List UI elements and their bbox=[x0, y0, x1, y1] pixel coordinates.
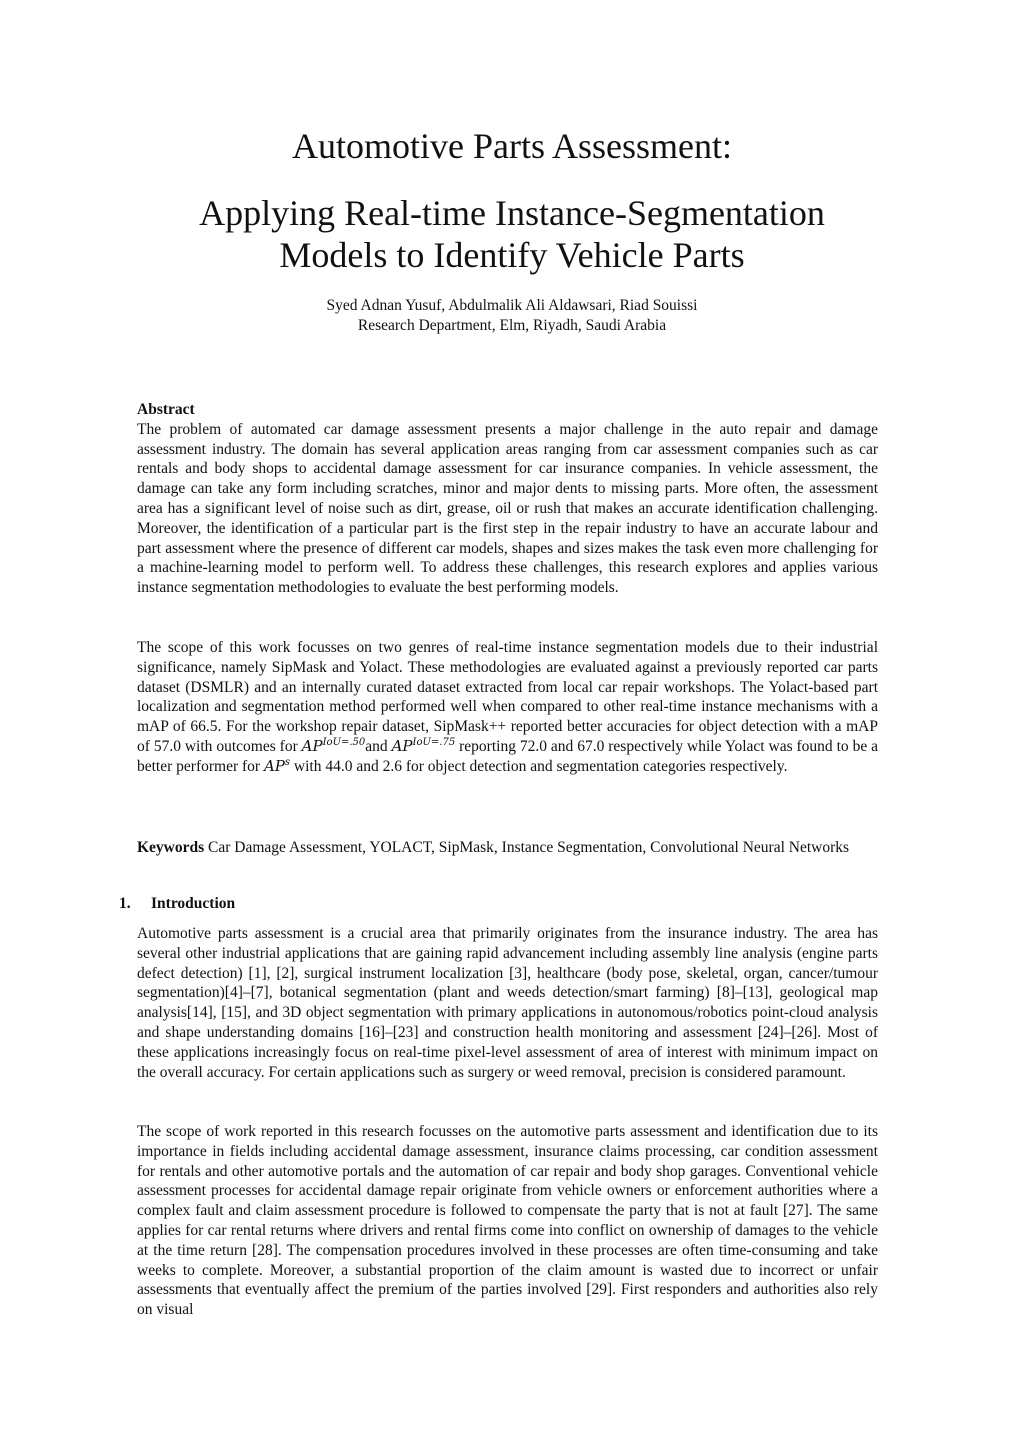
abstract-heading: Abstract bbox=[137, 401, 195, 418]
ap-iou-75: $AP^{IoU=.75}$ bbox=[391, 736, 456, 755]
section-1-title: Introduction bbox=[151, 895, 236, 912]
abstract-text-b: and bbox=[365, 737, 388, 755]
intro-paragraph-1: Automotive parts assessment is a crucial area that primarily originates from the insurance industry. The area has several other industrial applications that are gaining rapid advancement including assembly line analysis (engine parts defect detection) [1], [2], surgical instrument localization [3], healthcare (body pose, skeletal, organ, cancer/tumour segmentation)[4]–[7], botanical segmentation (plant and weeds detection/smart farming) [8]–[13], geological map analysis[14], [15], and 3D object segmentation with primary applications in autonomous/robotics point-cloud analysis and shape understanding domains [16]–[23] and construction health monitoring and assessment [24]–[26]. Most of these applications increasingly focus on real-time pixel-level assessment of area of interest with minimum impact on the overall accuracy. For certain applications such as surgery or weed removal, precision is considered paramount. bbox=[137, 925, 878, 1081]
abstract-text-d: with 44.0 and 2.6 for object detection and segmentation categories respectively. bbox=[293, 757, 788, 775]
author-names: Syed Adnan Yusuf, Abdulmalik Ali Aldawsari, Riad Souissi bbox=[326, 297, 698, 314]
author-affiliation: Research Department, Elm, Riyadh, Saudi Arabia bbox=[357, 317, 667, 334]
paper-title bbox=[0, 192, 1024, 276]
abstract-section bbox=[137, 400, 878, 598]
intro-paragraph-2: The scope of work reported in this research focusses on the automotive parts assessment and identification due to its importance in fields including accidental damage assessment, insurance claims processing, car condition assessment for rentals and other automotive portals and the automation of car repair and body shop garages. Conventional vehicle assessment processes for accidental damage repair originate from vehicle owners or enforcement authorities where a complex fault and claim assessment procedure is followed to compensate the party that is not at fault [27]. The same applies for car rental returns where drivers and rental firms come into conflict on ownership of damages to the vehicle at the time return [28]. The compensation procedures involved in these processes are often time-consuming and take weeks to complete. Moreover, a substantial proportion of the claim amount is wasted due to incorrect or unfair assessments that eventually affect the premium of the parties involved [29]. First responders and authorities also rely on visual bbox=[137, 1123, 878, 1319]
paper-title-line-1: Automotive Parts Assessment: bbox=[292, 126, 732, 166]
keywords-label: Keywords bbox=[137, 839, 205, 856]
abstract-paragraph-2 bbox=[137, 638, 878, 777]
abstract-text-a: The scope of this work focusses on two genres of real-time instance segmentation models due to their industrial significance, namely SipMask and Yolact. These methodologies are evaluated against a previously reported car parts dataset (DSMLR) and an internally curated dataset extracted from local car repair workshops. The Yolact-based part localization and segmentation method performed well when compared to other real-time instance mechanisms with a mAP of 66.5. For the workshop repair dataset, SipMask++ reported better accuracies for object detection with a mAP of 57.0 with outcomes for bbox=[137, 639, 878, 755]
author-block bbox=[0, 296, 1024, 336]
abstract-text-c: reporting 72.0 and 67.0 respectively while Yolact was found to be a better performer for bbox=[137, 737, 878, 775]
section-1-number: 1. bbox=[119, 895, 131, 912]
ap-small: $AP^s$ bbox=[263, 756, 291, 775]
paper-title-line-2: Applying Real-time Instance-Segmentation bbox=[199, 193, 825, 233]
keywords-text: Car Damage Assessment, YOLACT, SipMask, Instance Segmentation, Convolutional Neural Networks bbox=[208, 839, 850, 856]
abstract-paragraph-1: The problem of automated car damage assessment presents a major challenge in the auto repair and damage assessment industry. The domain has several application areas ranging from car assessment companies such as car rentals and body shops to accidental damage assessment for car insurance companies. In vehicle assessment, the damage can take any form including scratches, minor and major dents to missing parts. More often, the assessment area has a significant level of noise such as dirt, grease, oil or rush that makes an accurate identification challenging. Moreover, the identification of a particular part is the first step in the repair industry to have an accurate labour and part assessment where the presence of different car models, shapes and sizes makes the task even more challenging for a machine-learning model to perform well. To address these challenges, this research explores and applies various instance segmentation methodologies to evaluate the best performing models. bbox=[137, 420, 878, 597]
keywords-block bbox=[137, 838, 878, 858]
section-1-heading bbox=[119, 894, 235, 914]
ap-iou-50: $AP^{IoU=.50}$ bbox=[301, 736, 366, 755]
paper-title-line-3: Models to Identify Vehicle Parts bbox=[279, 235, 745, 275]
